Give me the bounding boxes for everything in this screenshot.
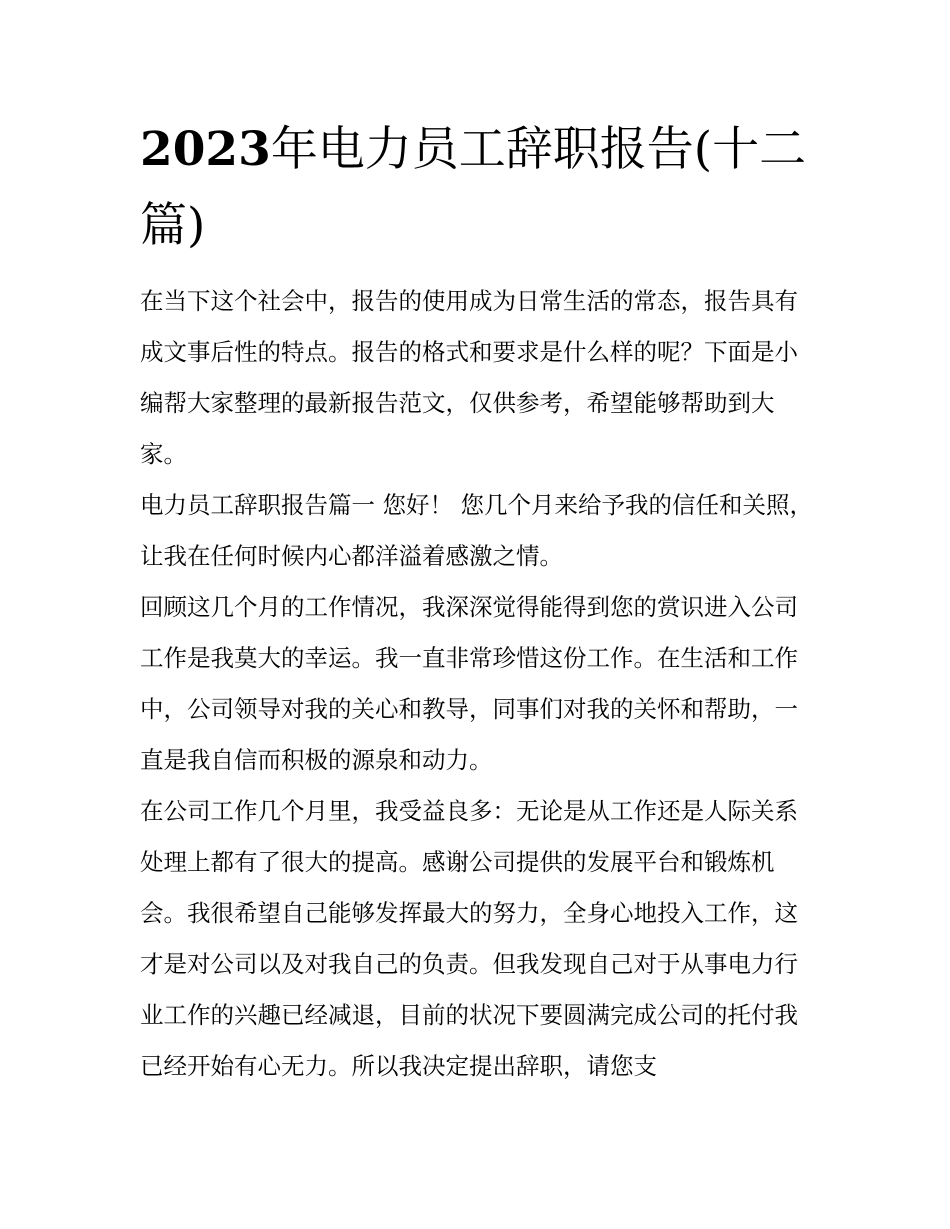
document-body bbox=[140, 276, 820, 1092]
title-text: 年电力员工辞职报告(十二篇) bbox=[140, 122, 807, 253]
document-title bbox=[140, 112, 830, 264]
paragraph-review: 回顾这几个月的工作情况，我深深觉得能得到您的赏识进入公司工作是我莫大的幸运。我一直非常珍惜这份工作。在生活和工作中，公司领导对我的关心和教导，同事们对我的关怀和帮助，一直是我自信而积极的源泉和动力。 bbox=[140, 593, 798, 774]
paragraph-intro: 在当下这个社会中，报告的使用成为日常生活的常态，报告具有成文事后性的特点。报告的格式和要求是什么样的呢？下面是小编帮大家整理的最新报告范文，仅供参考，希望能够帮助到大家。 bbox=[140, 287, 798, 468]
paragraph-resignation: 在公司工作几个月里，我受益良多：无论是从工作还是人际关系处理上都有了很大的提高。感谢公司提供的发展平台和锻炼机会。我很希望自己能够发挥最大的努力，全身心地投入工作，这才是对公司以及对我自己的负责。但我发现自己对于从事电力行业工作的兴趣已经减退，目前的状况下要圆满完成公司的托付我已经开始有心无力。所以我决定提出辞职，请您支 bbox=[140, 797, 798, 1080]
title-year: 2023 bbox=[140, 122, 271, 177]
paragraph-greeting: 电力员工辞职报告篇一 您好！ 您几个月来给予我的信任和关照，让我在任何时候内心都洋溢着感激之情。 bbox=[140, 491, 813, 570]
